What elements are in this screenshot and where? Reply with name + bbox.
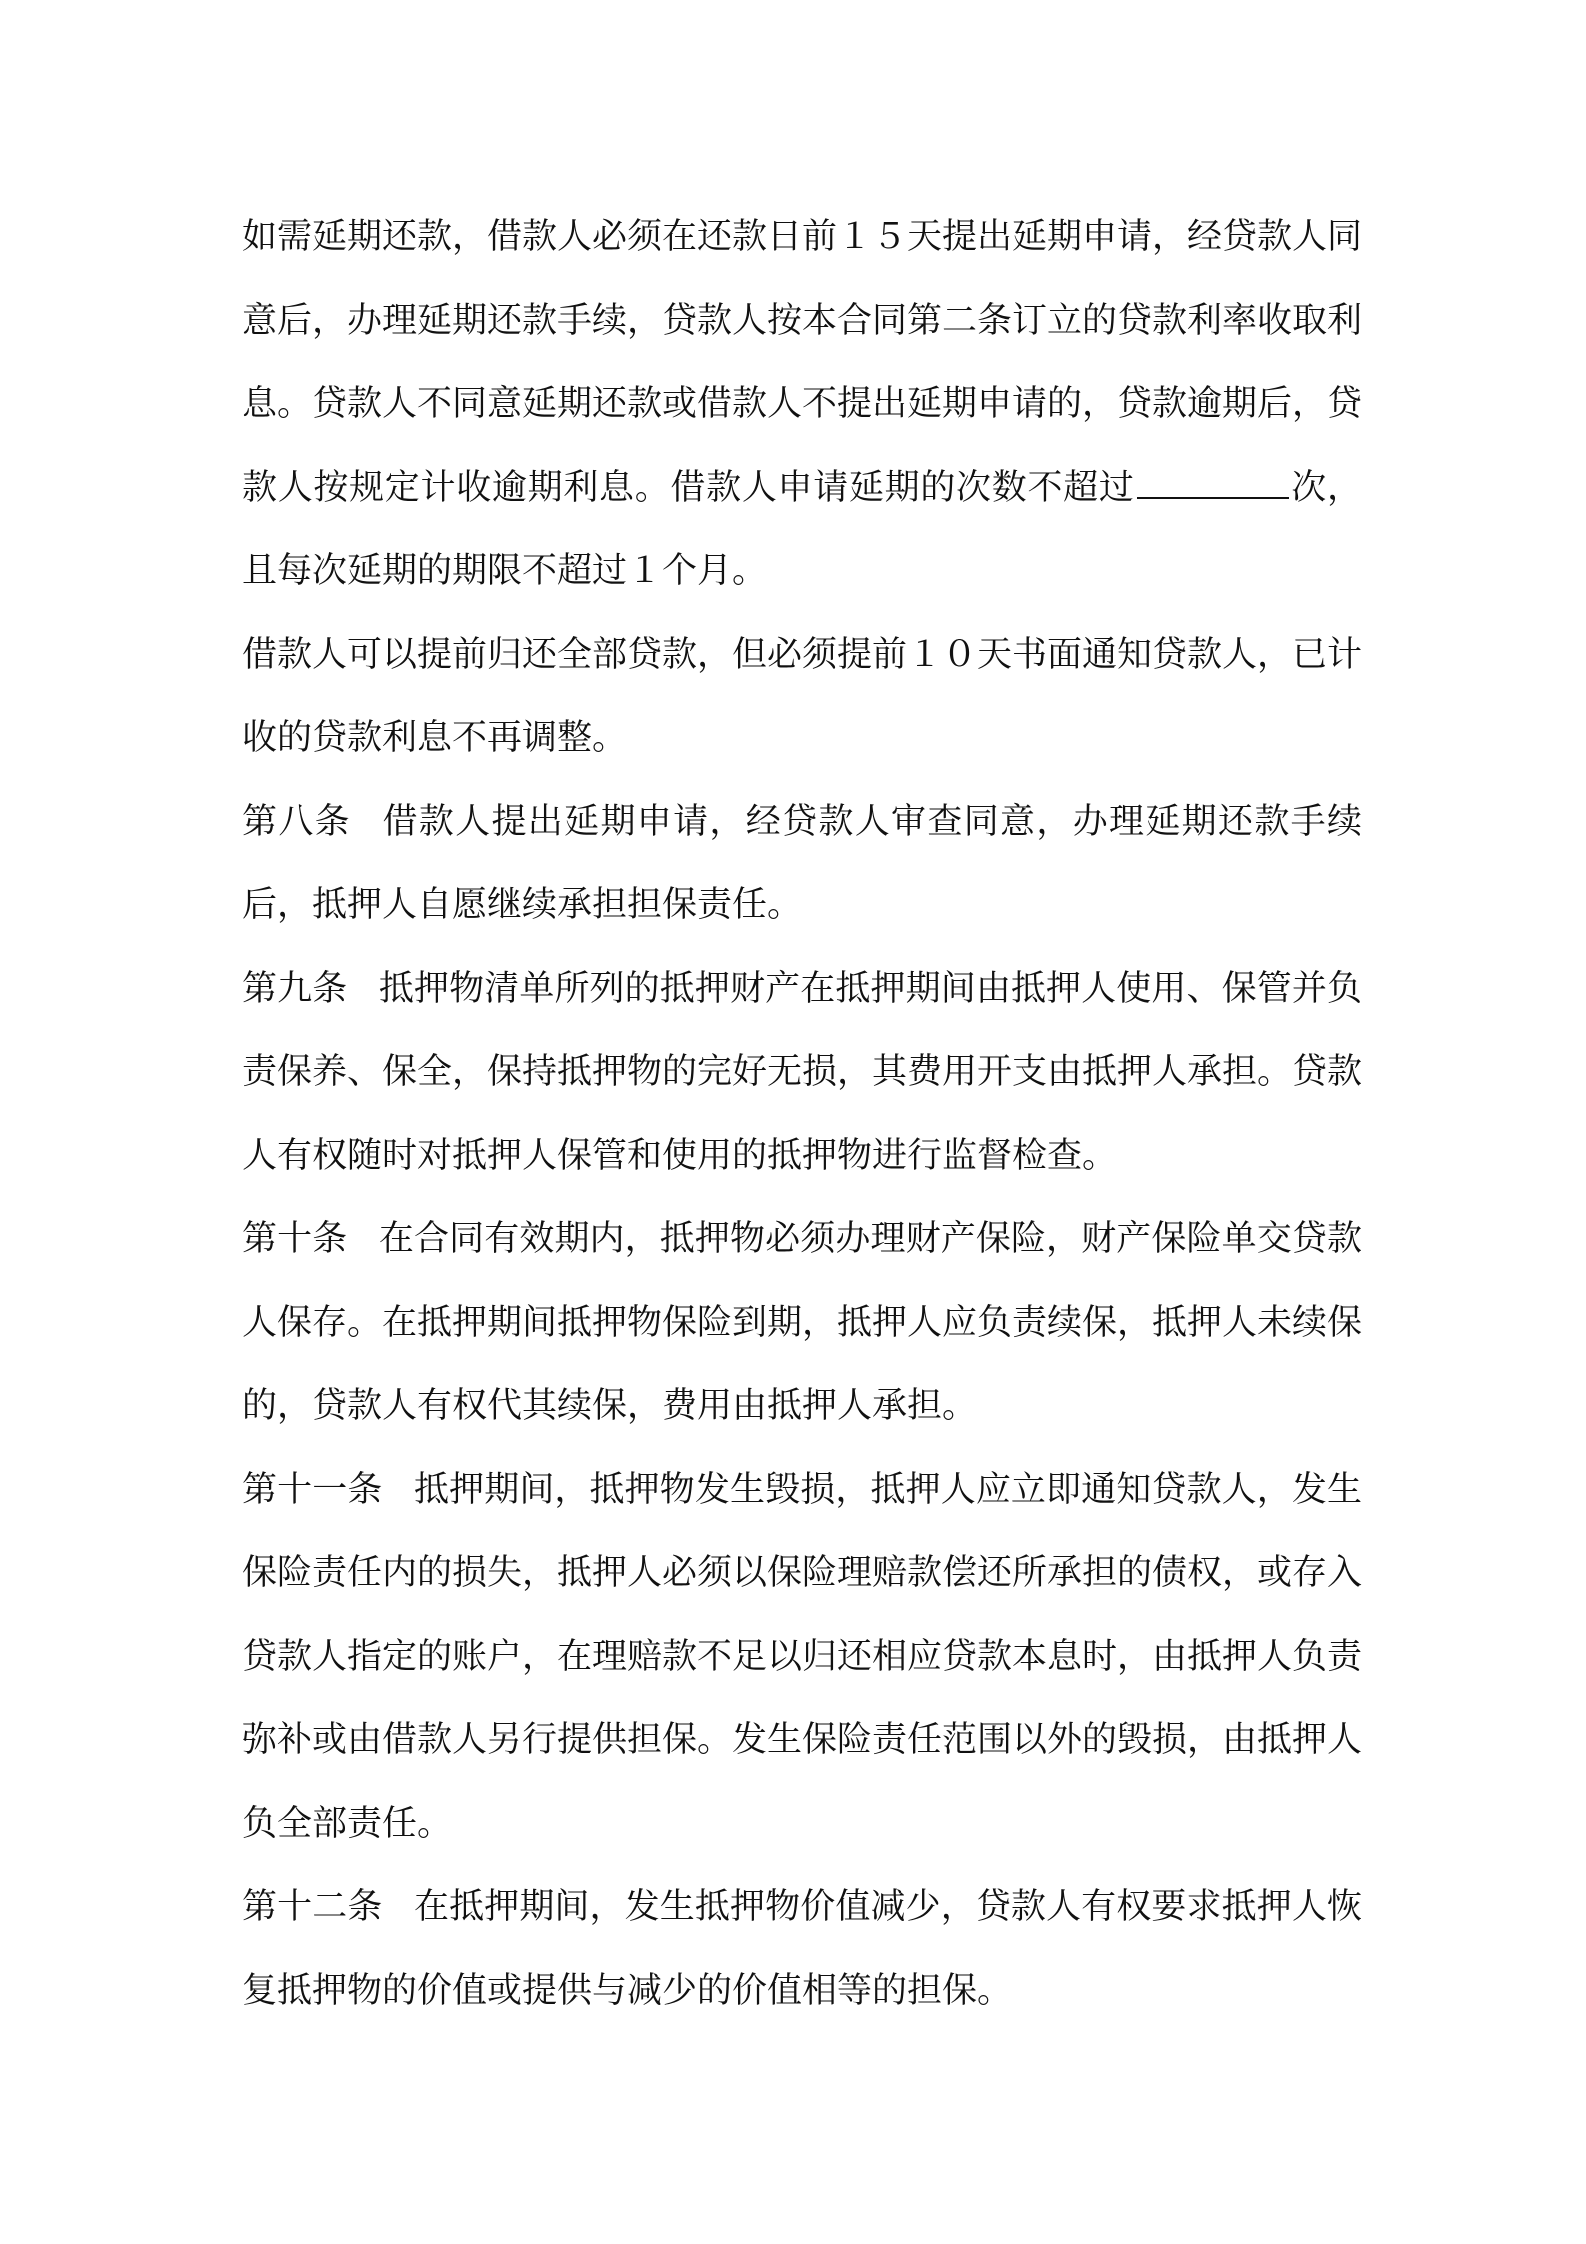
paragraph-text: 次，且每次延期的期限不超过１个月。 bbox=[242, 467, 1362, 591]
document-page bbox=[242, 196, 1362, 2033]
article-10 bbox=[242, 1198, 1362, 1449]
article-12 bbox=[242, 1866, 1362, 2033]
article-8 bbox=[242, 781, 1362, 948]
paragraph-extension-repayment bbox=[242, 196, 1362, 614]
article-text: 抵押物清单所列的抵押财产在抵押期间由抵押人使用、保管并负责保养、保全，保持抵押物的完好无损，其费用开支由抵押人承担。贷款人有权随时对抵押人保管和使用的抵押物进行监督检查。 bbox=[242, 968, 1363, 1176]
article-text: 在合同有效期内，抵押物必须办理财产保险，财产保险单交贷款人保存。在抵押期间抵押物保险到期，抵押人应负责续保，抵押人未续保的，贷款人有权代其续保，费用由抵押人承担。 bbox=[242, 1219, 1363, 1426]
article-text: 抵押期间，抵押物发生毁损，抵押人应立即通知贷款人，发生保险责任内的损失，抵押人必须以保险理赔款偿还所承担的债权，或存入贷款人指定的账户，在理赔款不足以归还相应贷款本息时，由抵押人负责弥补或由借款人另行提供担保。发生保险责任范围以外的毁损，由抵押人负全部责任。 bbox=[242, 1469, 1363, 1844]
article-11 bbox=[242, 1449, 1362, 1867]
fill-in-blank[interactable] bbox=[1137, 467, 1289, 499]
article-number: 第十二条 bbox=[242, 1887, 383, 1927]
paragraph-text: 如需延期还款，借款人必须在还款日前１５天提出延期申请，经贷款人同意后，办理延期还款手续，贷款人按本合同第二条订立的贷款利率收取利息。贷款人不同意延期还款或借款人不提出延期申请的，贷款逾期后，贷款人按规定计收逾期利息。借款人申请延期的次数不超过 bbox=[242, 217, 1363, 508]
article-number: 第十一条 bbox=[242, 1469, 383, 1510]
article-number: 第十条 bbox=[242, 1219, 348, 1259]
article-number: 第八条 bbox=[242, 801, 351, 842]
article-number: 第九条 bbox=[242, 968, 348, 1009]
paragraph-early-repayment bbox=[242, 614, 1362, 781]
article-text: 借款人提出延期申请，经贷款人审查同意，办理延期还款手续后，抵押人自愿继续承担担保责任。 bbox=[242, 801, 1362, 925]
paragraph-text: 借款人可以提前归还全部贷款，但必须提前１０天书面通知贷款人，已计收的贷款利息不再调整。 bbox=[242, 634, 1363, 758]
article-9 bbox=[242, 948, 1362, 1199]
article-text: 在抵押期间，发生抵押物价值减少，贷款人有权要求抵押人恢复抵押物的价值或提供与减少的价值相等的担保。 bbox=[242, 1887, 1362, 2011]
